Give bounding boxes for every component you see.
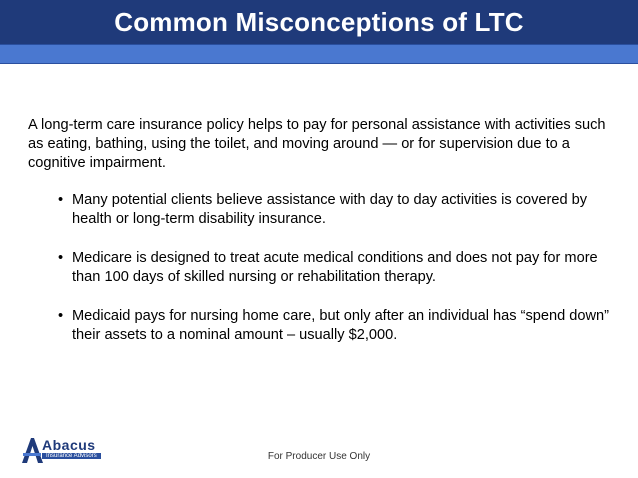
bullet-item [58, 249, 612, 287]
bullet-list [28, 191, 612, 345]
logo-tagline: Insurance Advisors [42, 453, 101, 459]
bullet-icon: • [58, 192, 64, 208]
accent-band [0, 44, 638, 64]
bullet-item [58, 307, 612, 345]
title-band [0, 0, 638, 44]
bullet-text: Medicare is designed to treat acute medical conditions and does not pay for more than 100 days of skilled nursing or rehabilitation therapy. [72, 250, 598, 285]
footer-note: For Producer Use Only [267, 451, 371, 462]
bullet-text: Many potential clients believe assistance with day to day activities is covered by health or long-term disability insurance. [72, 192, 588, 227]
bullet-icon: • [58, 308, 64, 324]
bullet-text: Medicaid pays for nursing home care, but only after an individual has “spend down” their assets to a nominal amount – usually $2,000. [72, 308, 610, 343]
bullet-icon: • [58, 250, 64, 266]
bullet-item [58, 191, 612, 229]
slide-body [28, 116, 612, 365]
intro-paragraph: A long-term care insurance policy helps to pay for personal assistance with activities such as eating, bathing, using the toilet, and moving around — or for supervision due to a cognitive impairment. [28, 117, 606, 171]
slide-title: Common Misconceptions of LTC [114, 6, 524, 37]
logo-name: Abacus [42, 437, 96, 453]
